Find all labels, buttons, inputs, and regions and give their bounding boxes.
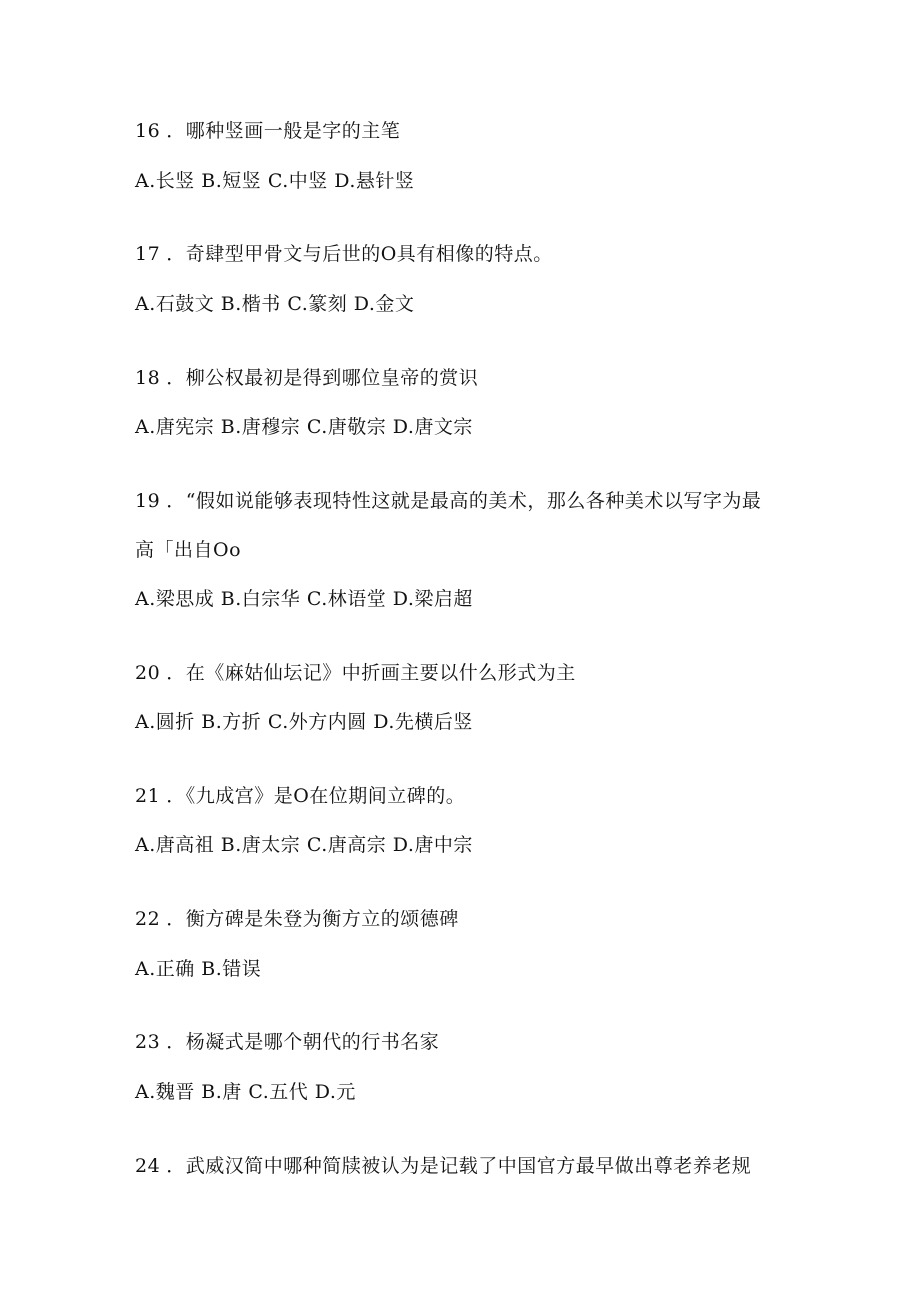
question-number: 22 — [135, 908, 161, 930]
question-number: 19 — [135, 490, 161, 512]
question-number: 17 — [135, 243, 161, 265]
question-text: ．柳公权最初是得到哪位皇帝的赏识 — [166, 367, 479, 389]
question-21-options: A.唐高祖 B.唐太宗 C.唐高宗 D.唐中宗 — [135, 834, 473, 856]
question-text: ．“假如说能够表现特性这就是最高的美术，那么各种美术以写字为最 — [166, 490, 762, 512]
question-number: 21 — [135, 785, 161, 807]
question-20-options: A.圆折 B.方折 C.外方内圆 D.先横后竖 — [135, 711, 473, 733]
question-number: 16 — [135, 120, 161, 142]
question-20-stem — [135, 661, 576, 685]
question-number: 23 — [135, 1031, 161, 1053]
question-19-options: A.梁思成 B.白宗华 C.林语堂 D.梁启超 — [135, 588, 473, 610]
question-18-stem — [135, 366, 478, 390]
question-22-options: A.正确 B.错误 — [135, 958, 262, 980]
question-text: ．杨凝式是哪个朝代的行书名家 — [166, 1031, 440, 1053]
question-23-stem — [135, 1030, 439, 1054]
question-24-stem — [135, 1154, 751, 1178]
question-17-options: A.石鼓文 B.楷书 C.篆刻 D.金文 — [135, 293, 415, 315]
question-17-stem — [135, 242, 553, 266]
question-18-options: A.唐宪宗 B.唐穆宗 C.唐敬宗 D.唐文宗 — [135, 416, 473, 438]
question-19-stem — [135, 489, 761, 513]
question-19-stem-continued: 高「出自Oo — [135, 539, 242, 561]
question-16-options: A.长竖 B.短竖 C.中竖 D.悬针竖 — [135, 170, 415, 192]
question-text: ．衡方碑是朱登为衡方立的颂德碑 — [166, 908, 459, 930]
question-22-stem — [135, 907, 459, 931]
question-16-stem — [135, 119, 400, 143]
question-number: 20 — [135, 662, 161, 684]
question-text: ．《九成宫》是O在位期间立碑的。 — [166, 785, 466, 807]
question-number: 24 — [135, 1155, 161, 1177]
question-21-stem — [135, 784, 465, 808]
question-text: ．在《麻姑仙坛记》中折画主要以什么形式为主 — [166, 662, 576, 684]
question-number: 18 — [135, 367, 161, 389]
question-text: ．奇肆型甲骨文与后世的O具有相像的特点。 — [166, 243, 553, 265]
question-23-options: A.魏晋 B.唐 C.五代 D.元 — [135, 1081, 356, 1103]
question-text: ．武威汉简中哪种简牍被认为是记载了中国官方最早做出尊老养老规 — [166, 1155, 752, 1177]
question-text: ．哪种竖画一般是字的主笔 — [166, 120, 401, 142]
